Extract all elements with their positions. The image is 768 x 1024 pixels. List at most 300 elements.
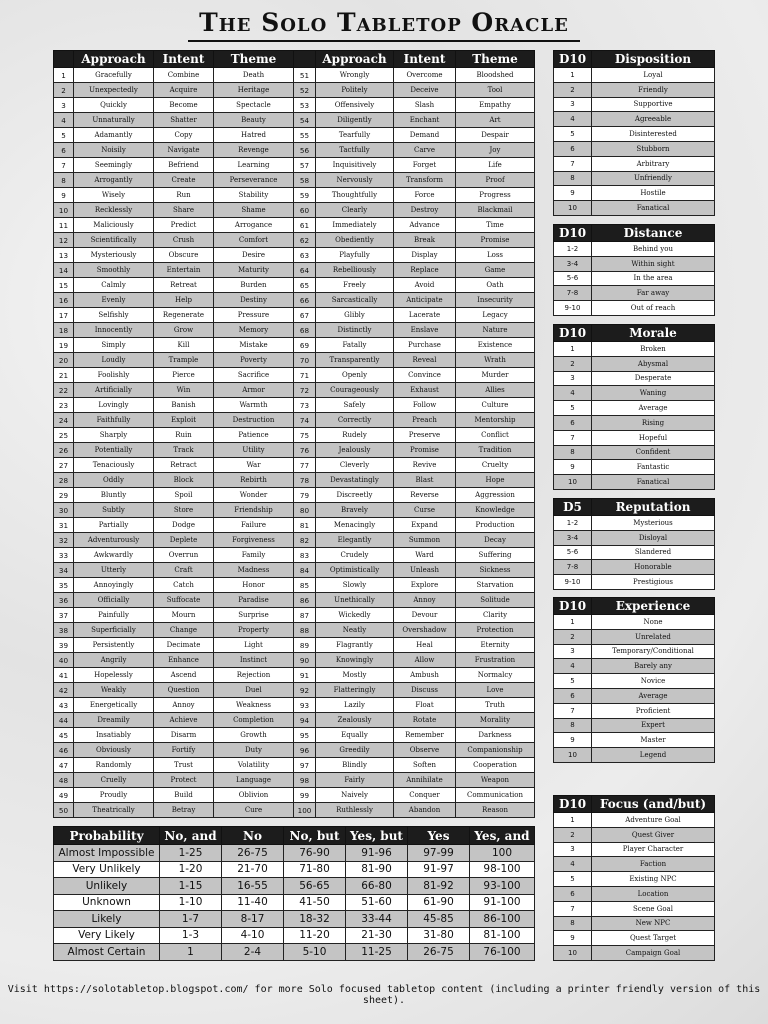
approach-cell: Greedily	[316, 743, 394, 758]
roll-number: 73	[294, 398, 316, 413]
header-yes-but: Yes, but	[346, 827, 408, 845]
table-row	[554, 946, 715, 961]
result-cell: Player Character	[592, 842, 715, 857]
approach-cell: Artificially	[74, 383, 154, 398]
approach-cell: Flagrantly	[316, 638, 394, 653]
probability-table	[53, 826, 535, 961]
roll-number: 9	[554, 733, 592, 748]
result-cell: In the area	[592, 271, 715, 286]
theme-cell: Culture	[456, 398, 535, 413]
roll-number: 25	[54, 428, 74, 443]
intent-cell: Deceive	[394, 83, 456, 98]
side-header-row	[554, 225, 715, 242]
intent-cell: Avoid	[394, 278, 456, 293]
approach-cell: Thoughtfully	[316, 188, 394, 203]
range-cell: 2-4	[222, 944, 284, 961]
table-row	[554, 872, 715, 887]
side-header-row	[554, 325, 715, 342]
header-yes-and: Yes, and	[470, 827, 535, 845]
approach-cell: Maliciously	[74, 218, 154, 233]
table-row	[554, 141, 715, 156]
theme-cell: Morality	[456, 713, 535, 728]
result-cell: Stubborn	[592, 141, 715, 156]
approach-cell: Blindly	[316, 758, 394, 773]
roll-number: 53	[294, 98, 316, 113]
roll-number: 19	[54, 338, 74, 353]
theme-cell: Solitude	[456, 593, 535, 608]
table-row	[554, 475, 715, 490]
roll-number: 10	[554, 946, 592, 961]
range-cell: 1-3	[160, 927, 222, 944]
intent-cell: Mourn	[154, 608, 214, 623]
approach-cell: Mysteriously	[74, 248, 154, 263]
intent-cell: Annoy	[154, 698, 214, 713]
roll-number: 78	[294, 473, 316, 488]
table-row	[54, 428, 535, 443]
table-row	[54, 713, 535, 728]
theme-cell: Mentorship	[456, 413, 535, 428]
approach-cell: Theatrically	[74, 803, 154, 818]
theme-cell: Blackmail	[456, 203, 535, 218]
approach-cell: Inquisitively	[316, 158, 394, 173]
roll-number: 83	[294, 548, 316, 563]
table-row	[54, 533, 535, 548]
table-row	[54, 458, 535, 473]
theme-cell: Companionship	[456, 743, 535, 758]
table-row	[54, 473, 535, 488]
roll-number: 2	[554, 827, 592, 842]
roll-number: 64	[294, 263, 316, 278]
approach-cell: Discreetly	[316, 488, 394, 503]
table-title: Focus (and/but)	[592, 796, 715, 813]
range-cell: 61-90	[408, 894, 470, 911]
approach-cell: Adventurously	[74, 533, 154, 548]
result-cell: None	[592, 615, 715, 630]
table-disposition	[553, 50, 715, 216]
table-row	[54, 788, 535, 803]
roll-number: 10	[54, 203, 74, 218]
roll-number: 57	[294, 158, 316, 173]
theme-cell: Revenge	[214, 143, 294, 158]
theme-cell: Insecurity	[456, 293, 535, 308]
theme-cell: Protection	[456, 623, 535, 638]
result-cell: Novice	[592, 674, 715, 689]
table-row	[54, 683, 535, 698]
roll-number: 59	[294, 188, 316, 203]
roll-number: 9	[554, 186, 592, 201]
theme-cell: Rebirth	[214, 473, 294, 488]
range-cell: 8-17	[222, 911, 284, 928]
result-cell: Existing NPC	[592, 872, 715, 887]
table-row	[54, 743, 535, 758]
approach-cell: Wickedly	[316, 608, 394, 623]
roll-number: 92	[294, 683, 316, 698]
table-row	[54, 488, 535, 503]
result-cell: Broken	[592, 342, 715, 357]
result-cell: Scene Goal	[592, 901, 715, 916]
intent-cell: Entertain	[154, 263, 214, 278]
approach-cell: Randomly	[74, 758, 154, 773]
roll-number: 4	[554, 659, 592, 674]
roll-number: 7-8	[554, 286, 592, 301]
table-row	[554, 256, 715, 271]
approach-cell: Politely	[316, 83, 394, 98]
intent-cell: Navigate	[154, 143, 214, 158]
range-cell: 93-100	[470, 878, 535, 895]
table-row	[554, 575, 715, 590]
probability-label: Very Likely	[54, 927, 160, 944]
roll-number: 2	[554, 629, 592, 644]
roll-number: 3	[554, 371, 592, 386]
approach-cell: Loudly	[74, 353, 154, 368]
intent-cell: Replace	[394, 263, 456, 278]
approach-cell: Unethically	[316, 593, 394, 608]
approach-cell: Hopelessly	[74, 668, 154, 683]
result-cell: Barely any	[592, 659, 715, 674]
side-header-row	[554, 499, 715, 516]
approach-cell: Rudely	[316, 428, 394, 443]
intent-cell: Purchase	[394, 338, 456, 353]
intent-cell: Befriend	[154, 158, 214, 173]
roll-number: 89	[294, 638, 316, 653]
roll-number: 6	[554, 141, 592, 156]
intent-cell: Lacerate	[394, 308, 456, 323]
theme-cell: Memory	[214, 323, 294, 338]
roll-number: 5	[54, 128, 74, 143]
approach-cell: Ruthlessly	[316, 803, 394, 818]
range-cell: 91-100	[470, 894, 535, 911]
theme-cell: War	[214, 458, 294, 473]
roll-number: 81	[294, 518, 316, 533]
theme-cell: Despair	[456, 128, 535, 143]
table-row	[554, 460, 715, 475]
table-row	[54, 593, 535, 608]
roll-number: 5	[554, 127, 592, 142]
intent-cell: Trample	[154, 353, 214, 368]
intent-cell: Promise	[394, 443, 456, 458]
approach-cell: Distinctly	[316, 323, 394, 338]
header-intent: Intent	[154, 51, 214, 68]
roll-number: 7-8	[554, 560, 592, 575]
table-row	[554, 386, 715, 401]
intent-cell: Build	[154, 788, 214, 803]
roll-number: 22	[54, 383, 74, 398]
approach-cell: Unnaturally	[74, 113, 154, 128]
intent-cell: Transform	[394, 173, 456, 188]
table-row	[554, 718, 715, 733]
table-row	[54, 173, 535, 188]
roll-number: 93	[294, 698, 316, 713]
roll-number: 95	[294, 728, 316, 743]
approach-cell: Simply	[74, 338, 154, 353]
theme-cell: Rejection	[214, 668, 294, 683]
theme-cell: Pressure	[214, 308, 294, 323]
approach-cell: Innocently	[74, 323, 154, 338]
result-cell: Quest Giver	[592, 827, 715, 842]
table-row	[554, 931, 715, 946]
roll-number: 30	[54, 503, 74, 518]
roll-number: 71	[294, 368, 316, 383]
table-row	[554, 813, 715, 828]
roll-number: 96	[294, 743, 316, 758]
approach-cell: Menacingly	[316, 518, 394, 533]
theme-cell: Oath	[456, 278, 535, 293]
approach-cell: Angrily	[74, 653, 154, 668]
table-row	[54, 188, 535, 203]
result-cell: Disinterested	[592, 127, 715, 142]
table-row	[54, 218, 535, 233]
roll-number: 77	[294, 458, 316, 473]
range-cell: 76-100	[470, 944, 535, 961]
approach-cell: Gracefully	[74, 68, 154, 83]
roll-number: 3	[554, 842, 592, 857]
intent-cell: Devour	[394, 608, 456, 623]
intent-cell: Advance	[394, 218, 456, 233]
roll-number: 56	[294, 143, 316, 158]
theme-cell: Tool	[456, 83, 535, 98]
table-row	[554, 827, 715, 842]
theme-cell: Failure	[214, 518, 294, 533]
table-row	[554, 857, 715, 872]
roll-number: 10	[554, 475, 592, 490]
intent-cell: Remember	[394, 728, 456, 743]
table-row	[554, 530, 715, 545]
header-no-but: No, but	[284, 827, 346, 845]
theme-cell: Language	[214, 773, 294, 788]
table-row	[54, 353, 535, 368]
table-row	[554, 371, 715, 386]
theme-cell: Desire	[214, 248, 294, 263]
roll-number: 8	[54, 173, 74, 188]
table-row	[54, 518, 535, 533]
header-approach: Approach	[74, 51, 154, 68]
roll-number: 33	[54, 548, 74, 563]
table-row	[54, 773, 535, 788]
table-row	[54, 278, 535, 293]
approach-cell: Evenly	[74, 293, 154, 308]
roll-number: 29	[54, 488, 74, 503]
table-row	[54, 758, 535, 773]
approach-cell: Potentially	[74, 443, 154, 458]
roll-number: 3-4	[554, 530, 592, 545]
theme-cell: Poverty	[214, 353, 294, 368]
result-cell: Out of reach	[592, 301, 715, 316]
intent-cell: Banish	[154, 398, 214, 413]
roll-number: 35	[54, 578, 74, 593]
intent-cell: Ruin	[154, 428, 214, 443]
roll-number: 27	[54, 458, 74, 473]
intent-cell: Crush	[154, 233, 214, 248]
intent-cell: Enchant	[394, 113, 456, 128]
approach-cell: Persistently	[74, 638, 154, 653]
roll-number: 38	[54, 623, 74, 638]
intent-cell: Unleash	[394, 563, 456, 578]
theme-cell: Legacy	[456, 308, 535, 323]
table-row	[54, 668, 535, 683]
theme-cell: Communication	[456, 788, 535, 803]
range-cell: 21-30	[346, 927, 408, 944]
probability-label: Unlikely	[54, 878, 160, 895]
theme-cell: Life	[456, 158, 535, 173]
roll-number: 97	[294, 758, 316, 773]
approach-cell: Adamantly	[74, 128, 154, 143]
roll-number: 13	[54, 248, 74, 263]
intent-cell: Obscure	[154, 248, 214, 263]
result-cell: Fanatical	[592, 475, 715, 490]
intent-cell: Predict	[154, 218, 214, 233]
roll-number: 1	[54, 68, 74, 83]
table-row	[54, 878, 535, 895]
roll-number: 4	[54, 113, 74, 128]
approach-cell: Rebelliously	[316, 263, 394, 278]
intent-cell: Dodge	[154, 518, 214, 533]
intent-cell: Discuss	[394, 683, 456, 698]
roll-number: 4	[554, 386, 592, 401]
roll-number: 5	[554, 674, 592, 689]
approach-cell: Smoothly	[74, 263, 154, 278]
theme-cell: Frustration	[456, 653, 535, 668]
theme-cell: Surprise	[214, 608, 294, 623]
intent-cell: Craft	[154, 563, 214, 578]
intent-cell: Ward	[394, 548, 456, 563]
theme-cell: Hatred	[214, 128, 294, 143]
main-header-row	[54, 51, 535, 68]
die-label: D5	[554, 499, 592, 516]
intent-cell: Acquire	[154, 83, 214, 98]
intent-cell: Store	[154, 503, 214, 518]
table-row	[54, 803, 535, 818]
table-row	[54, 623, 535, 638]
theme-cell: Normalcy	[456, 668, 535, 683]
range-cell: 21-70	[222, 861, 284, 878]
table-row	[554, 615, 715, 630]
roll-number: 5	[554, 401, 592, 416]
table-row	[554, 82, 715, 97]
approach-cell: Playfully	[316, 248, 394, 263]
result-cell: Slandered	[592, 545, 715, 560]
range-cell: 1-7	[160, 911, 222, 928]
intent-cell: Follow	[394, 398, 456, 413]
theme-cell: Wonder	[214, 488, 294, 503]
approach-cell: Naively	[316, 788, 394, 803]
roll-number: 94	[294, 713, 316, 728]
approach-cell: Fairly	[316, 773, 394, 788]
table-row	[554, 842, 715, 857]
table-title: Reputation	[592, 499, 715, 516]
table-row	[554, 430, 715, 445]
roll-number: 8	[554, 171, 592, 186]
intent-cell: Annihilate	[394, 773, 456, 788]
roll-number: 99	[294, 788, 316, 803]
table-row	[54, 308, 535, 323]
theme-cell: Armor	[214, 383, 294, 398]
roll-number: 6	[554, 415, 592, 430]
intent-cell: Rotate	[394, 713, 456, 728]
table-row	[54, 83, 535, 98]
intent-cell: Fortify	[154, 743, 214, 758]
roll-number: 85	[294, 578, 316, 593]
main-oracle-table	[53, 50, 535, 818]
roll-number: 7	[554, 156, 592, 171]
intent-cell: Create	[154, 173, 214, 188]
roll-number: 67	[294, 308, 316, 323]
roll-number: 50	[54, 803, 74, 818]
roll-number: 18	[54, 323, 74, 338]
theme-cell: Duty	[214, 743, 294, 758]
result-cell: Adventure Goal	[592, 813, 715, 828]
intent-cell: Exhaust	[394, 383, 456, 398]
intent-cell: Retreat	[154, 278, 214, 293]
theme-cell: Heritage	[214, 83, 294, 98]
table-row	[554, 545, 715, 560]
range-cell: 1-20	[160, 861, 222, 878]
header-approach: Approach	[316, 51, 394, 68]
table-row	[554, 659, 715, 674]
roll-number: 48	[54, 773, 74, 788]
roll-number: 26	[54, 443, 74, 458]
result-cell: New NPC	[592, 916, 715, 931]
roll-number: 7	[554, 703, 592, 718]
theme-cell: Wrath	[456, 353, 535, 368]
footer-note: Visit https://solotabletop.blogspot.com/ for more Solo focused tabletop content (including a printer friendly version of this sheet).	[7, 984, 761, 1006]
range-cell: 26-75	[408, 944, 470, 961]
result-cell: Unrelated	[592, 629, 715, 644]
intent-cell: Change	[154, 623, 214, 638]
approach-cell: Offensively	[316, 98, 394, 113]
table-row	[54, 158, 535, 173]
range-cell: 56-65	[284, 878, 346, 895]
roll-number: 51	[294, 68, 316, 83]
roll-number: 49	[54, 788, 74, 803]
table-row	[54, 845, 535, 862]
table-row	[554, 156, 715, 171]
theme-cell: Beauty	[214, 113, 294, 128]
roll-number: 9-10	[554, 575, 592, 590]
theme-cell: Forgiveness	[214, 533, 294, 548]
approach-cell: Fatally	[316, 338, 394, 353]
result-cell: Disloyal	[592, 530, 715, 545]
result-cell: Fantastic	[592, 460, 715, 475]
roll-number: 65	[294, 278, 316, 293]
table-row	[554, 171, 715, 186]
theme-cell: Clarity	[456, 608, 535, 623]
approach-cell: Diligently	[316, 113, 394, 128]
intent-cell: Retract	[154, 458, 214, 473]
approach-cell: Sharply	[74, 428, 154, 443]
table-row	[554, 748, 715, 763]
table-row	[54, 263, 535, 278]
roll-number: 52	[294, 83, 316, 98]
table-row	[54, 233, 535, 248]
range-cell: 91-97	[408, 861, 470, 878]
approach-cell: Cruelly	[74, 773, 154, 788]
theme-cell: Aggression	[456, 488, 535, 503]
result-cell: Friendly	[592, 82, 715, 97]
header-theme: Theme	[214, 51, 294, 68]
theme-cell: Promise	[456, 233, 535, 248]
result-cell: Within sight	[592, 256, 715, 271]
table-row	[554, 127, 715, 142]
result-cell: Proficient	[592, 703, 715, 718]
roll-number: 60	[294, 203, 316, 218]
roll-number: 20	[54, 353, 74, 368]
table-row	[54, 128, 535, 143]
table-title: Distance	[592, 225, 715, 242]
roll-number: 2	[554, 356, 592, 371]
intent-cell: Become	[154, 98, 214, 113]
result-cell: Location	[592, 886, 715, 901]
roll-number: 87	[294, 608, 316, 623]
